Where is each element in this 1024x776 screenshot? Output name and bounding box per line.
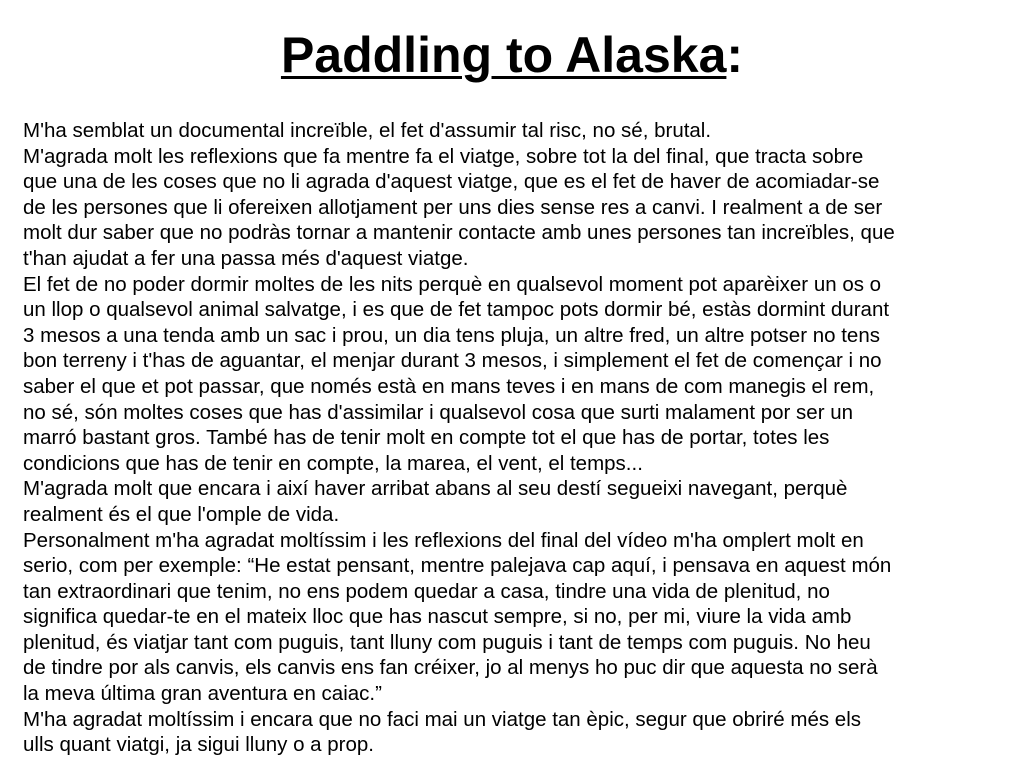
body-line: Personalment m'ha agradat moltíssim i les reflexions del final del vídeo m'ha omplert molt en bbox=[23, 528, 864, 552]
body-line: no sé, són moltes coses que has d'assimilar i qualsevol cosa que surti malament por ser un bbox=[23, 400, 854, 424]
body-line: molt dur saber que no podràs tornar a mantenir contacte amb unes persones tan increïbles, que bbox=[23, 221, 895, 245]
body-line: El fet de no poder dormir moltes de les nits perquè en qualsevol moment pot aparèixer un os o bbox=[23, 272, 882, 296]
body-line: la meva última gran aventura en caiac.” bbox=[23, 682, 382, 706]
body-line: M'ha agradat moltíssim i encara que no faci mai un viatge tan èpic, segur que obriré més els bbox=[23, 707, 862, 731]
body-line: M'agrada molt que encara i així haver arribat abans al seu destí segueixi navegant, perquè bbox=[23, 477, 848, 501]
body-line: plenitud, és viatjar tant com puguis, tant lluny com puguis i tant de temps com puguis. No heu bbox=[23, 630, 871, 654]
body-line: M'agrada molt les reflexions que fa mentre fa el viatge, sobre tot la del final, que tracta sobre bbox=[23, 144, 864, 168]
body-line: que una de les coses que no li agrada d'aquest viatge, que es el fet de haver de acomiadar-se bbox=[23, 170, 880, 194]
body-line: serio, com per exemple: “He estat pensant, mentre palejava cap aquí, i pensava en aquest món bbox=[23, 554, 892, 578]
body-line: realment és el que l'omple de vida. bbox=[23, 502, 340, 526]
body-line: t'han ajudat a fer una passa més d'aquest viatge. bbox=[23, 246, 469, 270]
body-line: M'ha semblat un documental increïble, el fet d'assumir tal risc, no sé, brutal. bbox=[23, 119, 712, 142]
page-title-colon: : bbox=[726, 27, 744, 83]
body-text bbox=[23, 118, 1008, 758]
body-line: significa quedar-te en el mateix lloc que has nascut sempre, si no, per mi, viure la vida amb bbox=[23, 605, 852, 629]
page-title bbox=[0, 26, 1024, 84]
body-line: 3 mesos a una tenda amb un sac i prou, un dia tens pluja, un altre fred, un altre potser no tens bbox=[23, 323, 880, 347]
body-line: un llop o qualsevol animal salvatge, i es que de fet tampoc pots dormir bé, estàs dormint durant bbox=[23, 298, 890, 322]
page-title-text: Paddling to Alaska bbox=[280, 27, 727, 83]
body-line: marró bastant gros. També has de tenir molt en compte tot el que has de portar, totes les bbox=[23, 426, 830, 450]
body-line: bon terreny i t'has de aguantar, el menjar durant 3 mesos, i simplement el fet de començar i no bbox=[23, 349, 882, 373]
body-line: condicions que has de tenir en compte, la marea, el vent, el temps... bbox=[23, 451, 643, 475]
body-line: tan extraordinari que tenim, no ens podem quedar a casa, tindre una vida de plenitud, no bbox=[23, 579, 830, 603]
body-line: de tindre por als canvis, els canvis ens fan créixer, jo al menys ho puc dir que aquesta no serà bbox=[23, 656, 878, 680]
body-line: saber el que et pot passar, que només està en mans teves i en mans de com manegis el rem, bbox=[23, 374, 875, 398]
body-line: ulls quant viatgi, ja sigui lluny o a prop. bbox=[23, 733, 374, 757]
body-line: de les persones que li ofereixen allotjament per uns dies sense res a canvi. I realment a de ser bbox=[23, 195, 883, 219]
